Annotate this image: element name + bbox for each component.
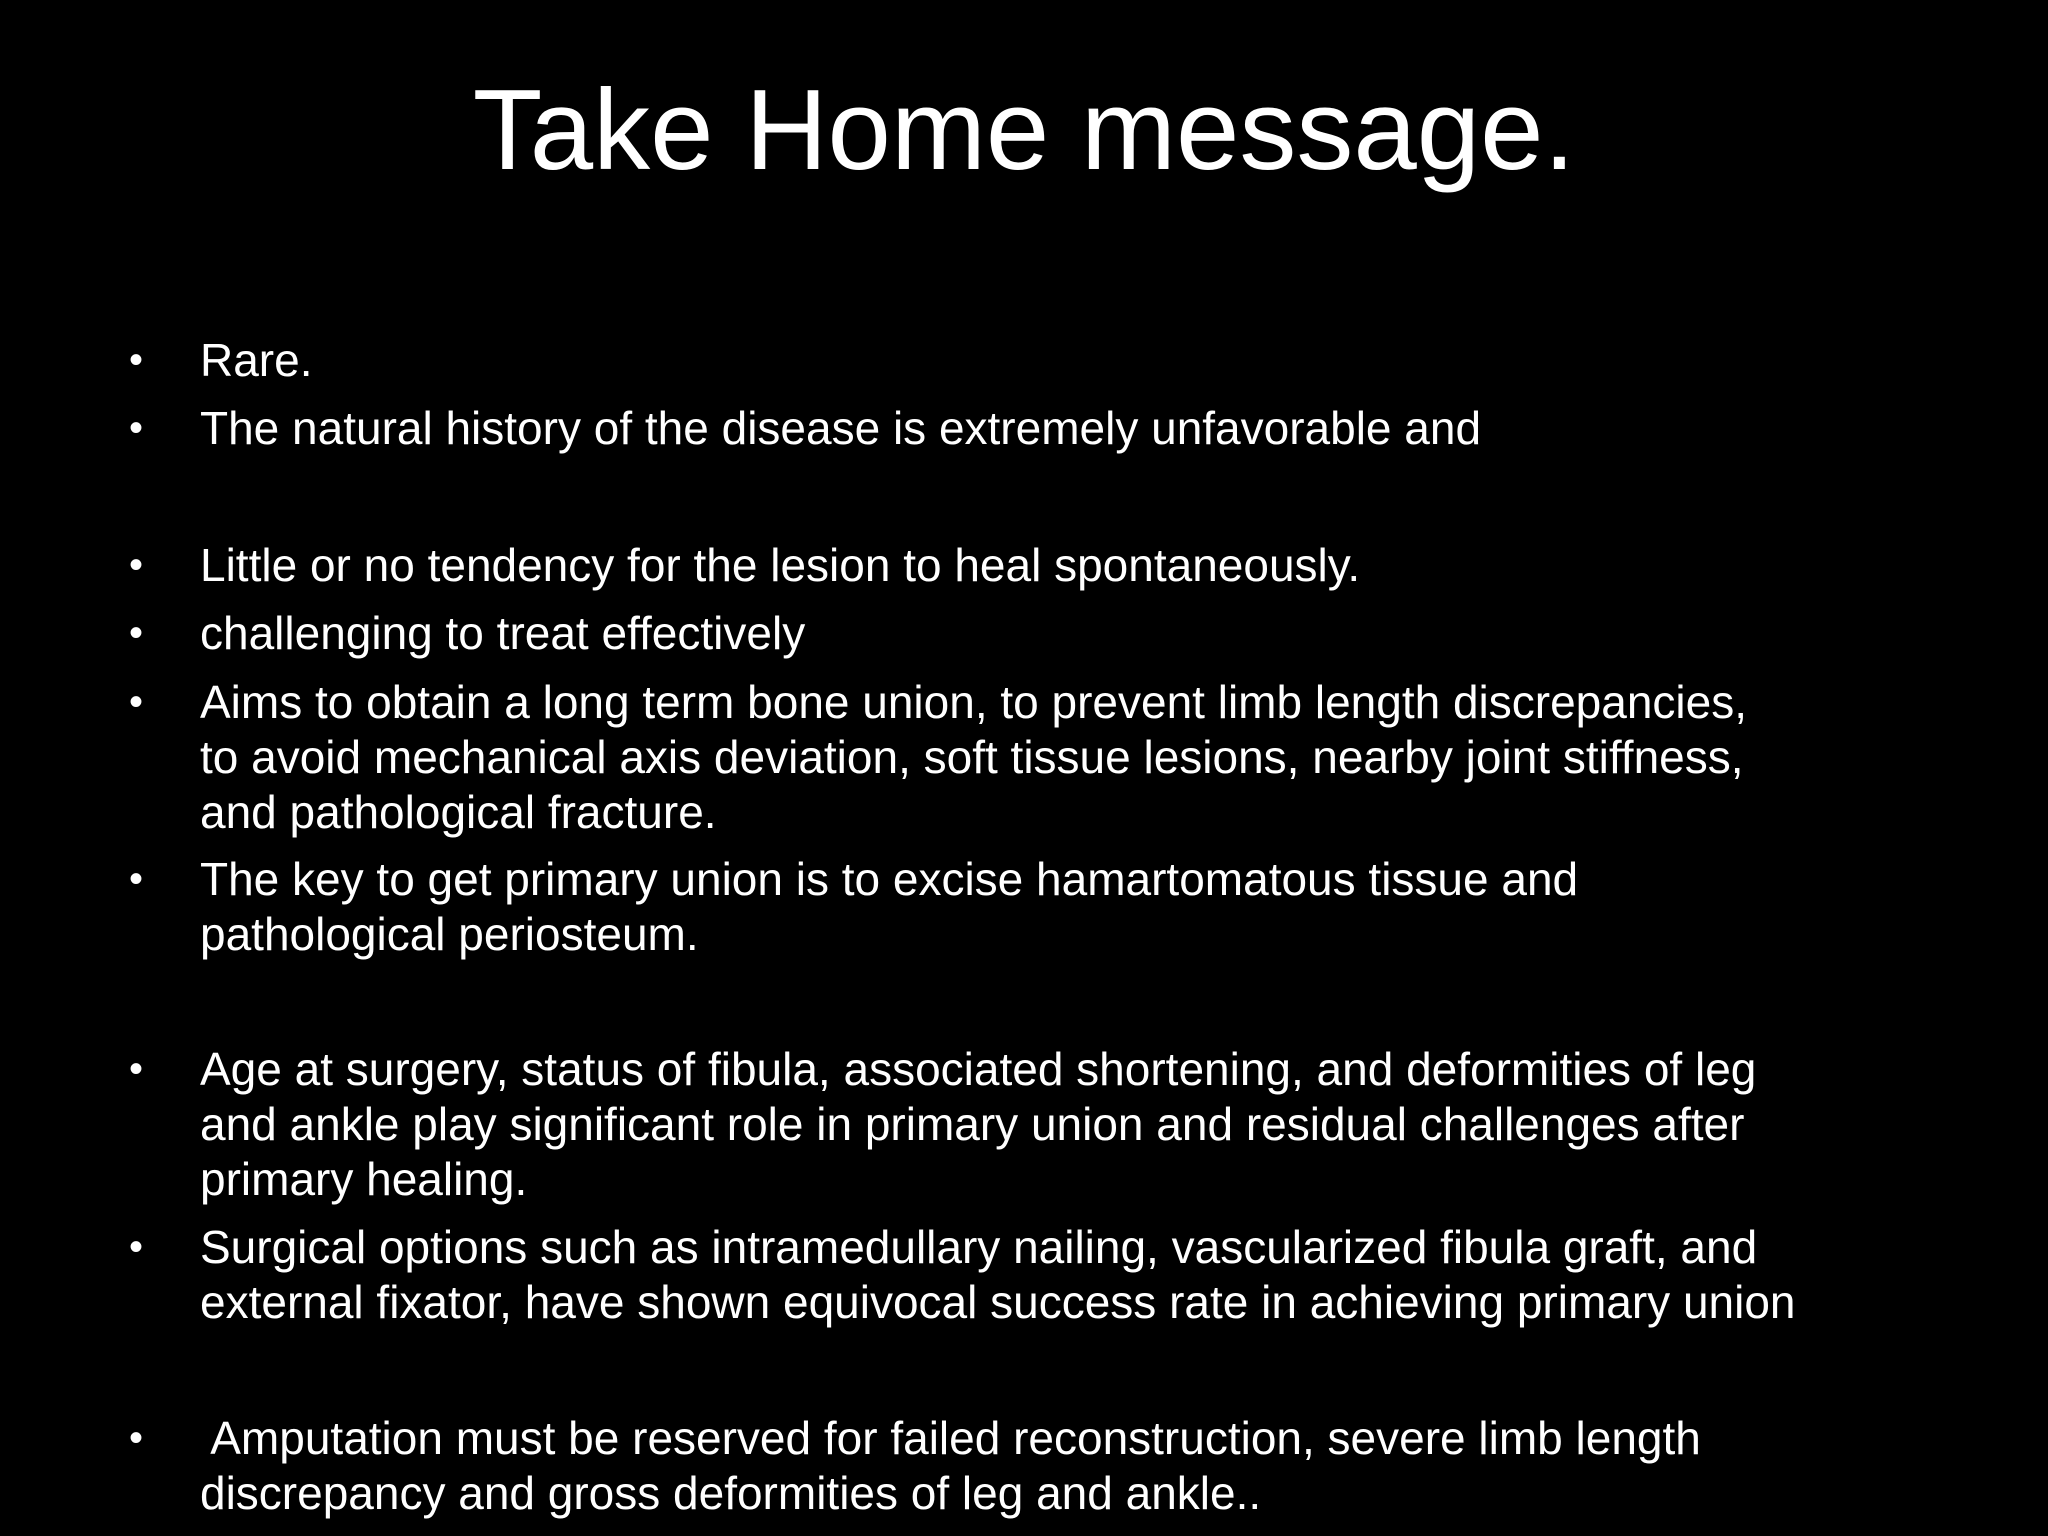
bullet-item-rare <box>129 333 2010 388</box>
bullet-line: The natural history of the disease is extremely unfavorable and <box>200 402 1482 454</box>
bullet-dot-icon: • <box>129 338 144 382</box>
bullet-line: and ankle play significant role in primary union and residual challenges after <box>200 1098 1745 1150</box>
bullet-dot-icon: • <box>129 406 144 450</box>
bullet-item-challenging <box>129 606 2010 661</box>
bullet-dot-icon: • <box>129 1047 144 1091</box>
bullet-item-age-at-surgery <box>129 1042 2010 1207</box>
bullet-dot-icon: • <box>129 1416 144 1460</box>
bullet-line: pathological periosteum. <box>200 908 699 960</box>
bullet-line: The key to get primary union is to excise hamartomatous tissue and <box>200 853 1579 905</box>
bullet-line: Amputation must be reserved for failed reconstruction, severe limb length <box>200 1412 1701 1464</box>
bullet-dot-icon: • <box>129 543 144 587</box>
bullet-item-amputation <box>129 1411 2010 1521</box>
bullet-line: Surgical options such as intramedullary nailing, vascularized fibula graft, and <box>200 1221 1758 1273</box>
bullet-line: challenging to treat effectively <box>200 607 806 659</box>
bullet-line: Rare. <box>200 334 313 386</box>
bullet-item-aims <box>129 675 2010 840</box>
bullet-line: external fixator, have shown equivocal success rate in achieving primary union <box>200 1276 1796 1328</box>
bullet-item-surgical-options <box>129 1220 2010 1330</box>
bullet-line: Aims to obtain a long term bone union, to prevent limb length discrepancies, <box>200 676 1747 728</box>
bullet-line: Little or no tendency for the lesion to heal spontaneously. <box>200 539 1361 591</box>
bullet-item-healing-tendency <box>129 538 2010 593</box>
bullet-dot-icon: • <box>129 680 144 724</box>
bullet-line: to avoid mechanical axis deviation, soft tissue lesions, nearby joint stiffness, <box>200 731 1744 783</box>
bullet-line: discrepancy and gross deformities of leg and ankle.. <box>200 1467 1262 1519</box>
bullet-item-natural-history <box>129 401 2010 456</box>
bullet-line: and pathological fracture. <box>200 786 717 838</box>
slide-title: Take Home message. <box>472 67 1576 194</box>
bullet-item-key-to-union <box>129 852 2010 962</box>
bullet-dot-icon: • <box>129 857 144 901</box>
bullet-line: Age at surgery, status of fibula, associated shortening, and deformities of leg <box>200 1043 1757 1095</box>
bullet-dot-icon: • <box>129 1225 144 1269</box>
bullet-line: primary healing. <box>200 1153 528 1205</box>
bullet-dot-icon: • <box>129 611 144 655</box>
